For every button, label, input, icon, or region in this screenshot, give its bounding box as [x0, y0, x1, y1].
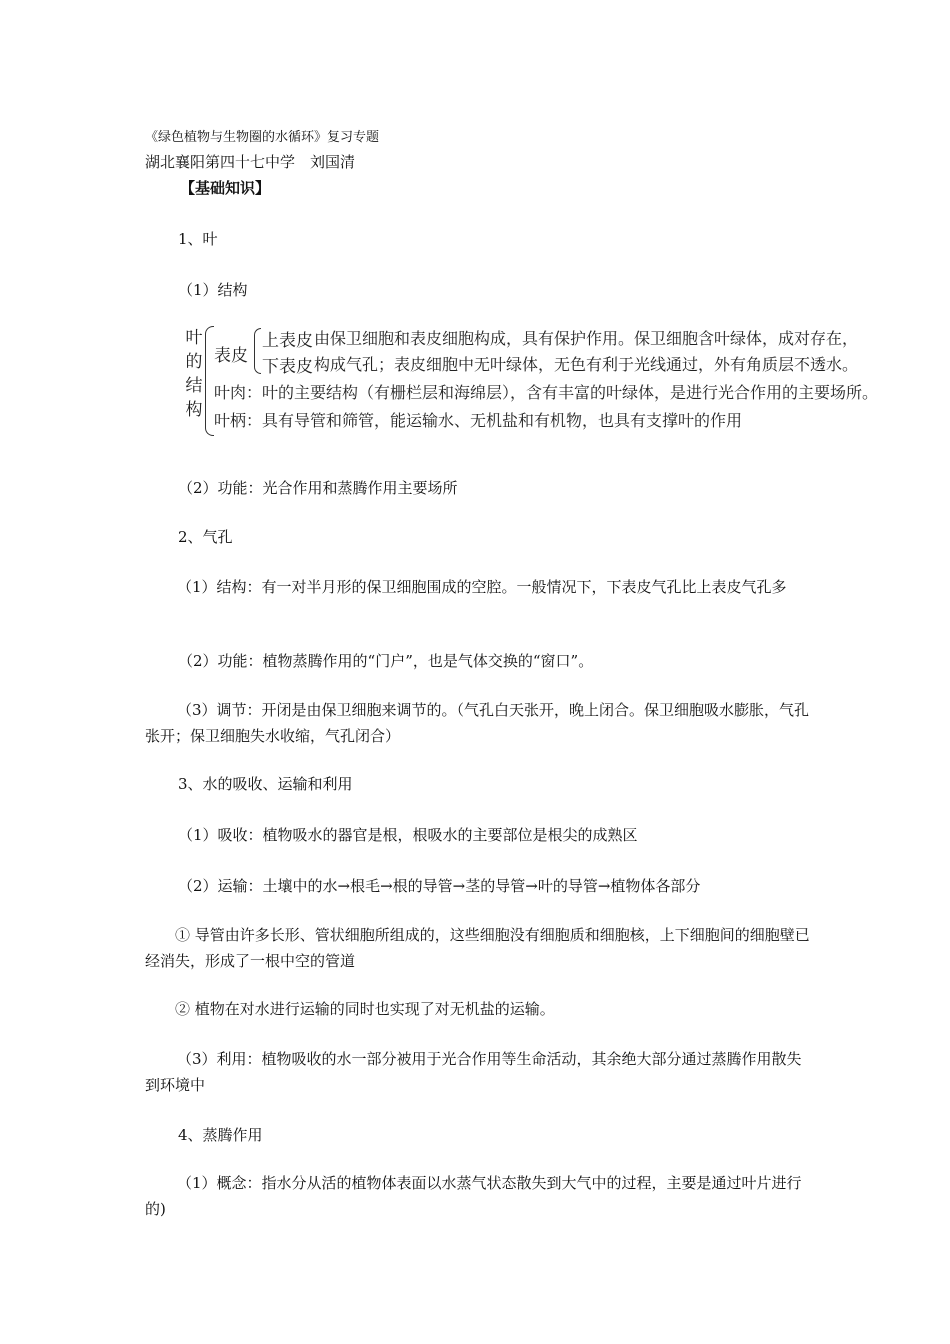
transpiration-concept: （1）概念：指水分从活的植物体表面以水蒸气状态散失到大气中的过程，主要是通过叶片进行的) [145, 1174, 802, 1218]
stoma-function: （2）功能：植物蒸腾作用的“门户”，也是气体交换的“窗口”。 [178, 652, 594, 670]
figure-side-label: 叶 的 结 构 [185, 328, 203, 420]
leaf-structure-label: （1）结构 [178, 281, 248, 299]
stoma-regulation: （3）调节：开闭是由保卫细胞来调节的。（气孔白天张开，晚上闭合。保卫细胞吸水膨胀，气孔张开；保卫细胞失水收缩，气孔闭合） [145, 701, 810, 745]
figure-epidermis-desc-2: 构成气孔；表皮细胞中无叶绿体，无色有利于光线通过，外有角质层不透水。 [314, 355, 859, 374]
heading-leaf: 1、叶 [178, 230, 218, 248]
figure-epidermis-desc-1: 由保卫细胞和表皮细胞构成，具有保护作用。保卫细胞含叶绿体，成对存在， [314, 329, 859, 348]
water-transport: （2）运输：土壤中的水→根毛→根的导管→茎的导管→叶的导管→植物体各部分 [178, 877, 701, 895]
figure-mesophyll: 叶肉：叶的主要结构（有栅栏层和海绵层），含有丰富的叶绿体，是进行光合作用的主要场所。 [214, 383, 879, 402]
author-line: 湖北襄阳第四十七中学 刘国清 [145, 153, 356, 171]
leaf-structure-figure [180, 322, 940, 438]
vessel-note: ① 导管由许多长形、管状细胞所组成的，这些细胞没有细胞质和细胞核，上下细胞间的细胞壁已经消失，形成了一根中空的管道 [145, 926, 810, 970]
leaf-function: （2）功能：光合作用和蒸腾作用主要场所 [178, 479, 458, 497]
figure-petiole: 叶柄：具有导管和筛管，能运输水、无机盐和有机物，也具有支撑叶的作用 [214, 411, 743, 430]
heading-transpiration: 4、蒸腾作用 [178, 1126, 263, 1144]
water-absorption: （1）吸收：植物吸水的器官是根，根吸水的主要部位是根尖的成熟区 [178, 826, 638, 844]
section-heading: 【基础知识】 [180, 179, 271, 197]
stoma-structure: （1）结构：有一对半月形的保卫细胞围成的空腔。一般情况下，下表皮气孔比上表皮气孔多 [177, 578, 787, 596]
figure-epidermis: 表皮 [214, 346, 248, 366]
water-utilization: （3）利用：植物吸收的水一部分被用于光合作用等生命活动，其余绝大部分通过蒸腾作用散失到环境中 [145, 1050, 802, 1094]
mineral-note: ② 植物在对水进行运输的同时也实现了对无机盐的运输。 [175, 1000, 555, 1018]
figure-upper-epidermis: 上表皮 [262, 331, 313, 351]
heading-water: 3、水的吸收、运输和利用 [178, 775, 353, 793]
figure-lower-epidermis: 下表皮 [262, 357, 313, 377]
inner-brace [254, 328, 261, 374]
heading-stoma: 2、气孔 [178, 528, 233, 546]
outer-brace [205, 326, 214, 436]
document-title: 《绿色植物与生物圈的水循环》复习专题 [145, 130, 380, 145]
